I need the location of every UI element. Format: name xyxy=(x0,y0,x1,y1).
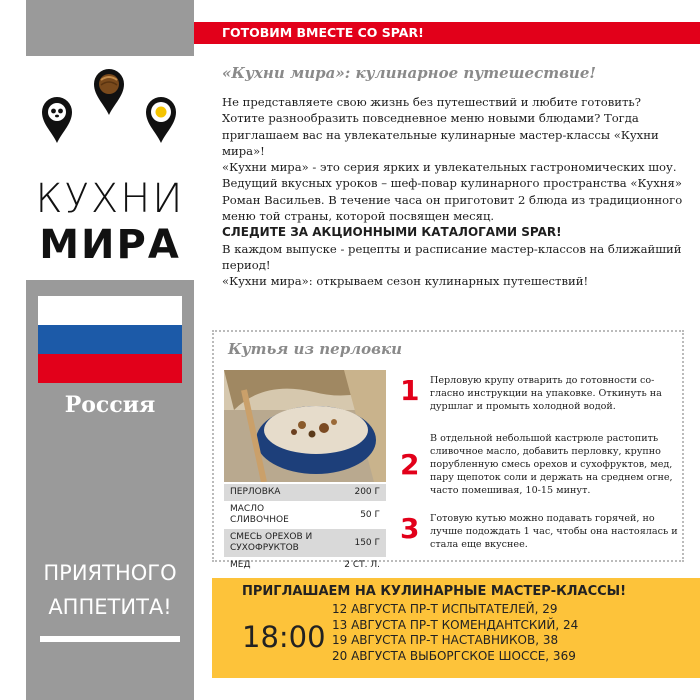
appetite-underline xyxy=(40,636,180,642)
step-number: 3 xyxy=(400,512,420,545)
ingredient-row xyxy=(224,484,386,501)
invite-title: ПРИГЛАШАЕМ НА КУЛИНАРНЫЕ МАСТЕР-КЛАССЫ! xyxy=(242,584,627,599)
dish-image xyxy=(224,370,386,482)
event-date-item: 20 АВГУСТА ВЫБОРГСКОЕ ШОССЕ, 369 xyxy=(332,648,576,663)
step-text: Готовую кутью можно подавать горячей, но лучше подождать 1 час, чтобы она настоялась и стала еще вкуснее. xyxy=(430,513,678,550)
ingredient-row xyxy=(224,557,386,574)
pin-egg-icon xyxy=(144,96,178,144)
country-name: Россия xyxy=(64,392,156,418)
ingredient-name: МЕД xyxy=(230,560,251,570)
ingredient-qty: 50 Г xyxy=(360,509,380,520)
ingredient-row xyxy=(224,501,386,529)
page-title: «Кухни мира»: кулинарное путешествие! xyxy=(222,64,596,82)
intro-paragraph: Не представляете свою жизнь без путешествий и любите готовить? Хотите разнообразить повседневное меню новыми блюдами? Тогда приглашаем вас на увлекательные кулинарные мастер-классы «Кухни мира»! xyxy=(222,95,659,158)
step-number: 1 xyxy=(400,374,420,407)
appetite-line1: ПРИЯТНОГО xyxy=(43,561,177,585)
ingredient-qty: 150 Г xyxy=(354,537,380,548)
ingredient-qty: 200 Г xyxy=(354,487,380,497)
ingredients-table xyxy=(224,484,386,574)
intro-text xyxy=(222,94,684,290)
intro-paragraph: «Кухни мира» - это серия ярких и увлекательных гастрономических шоу. Ведущий вкусных уроков – шеф-повар кулинарного пространства «Кухня» Роман Васильев. В течение часа он приготовит 2 блюда из традиционного меню той страны, которой посвящен месяц. xyxy=(222,160,683,224)
step-number: 2 xyxy=(400,448,420,481)
header-banner: ГОТОВИМ ВМЕСТЕ СО SPAR! xyxy=(194,22,700,44)
pin-chestnut-icon xyxy=(92,68,126,116)
logo-panel xyxy=(26,56,194,280)
appetite-slogan xyxy=(26,556,194,624)
flag-stripe-blue xyxy=(38,325,182,354)
ingredient-row xyxy=(224,529,386,557)
dish-photo xyxy=(224,370,386,482)
event-date-item: 19 АВГУСТА ПР-Т НАСТАВНИКОВ, 38 xyxy=(332,633,559,647)
ingredient-qty: 2 СТ. Л. xyxy=(344,560,380,570)
flag-stripe-white xyxy=(38,296,182,325)
logo-line1: КУХНИ xyxy=(35,176,185,222)
intro-paragraph: «Кухни мира»: открываем сезон кулинарных путешествий! xyxy=(222,274,589,289)
pin-panda-icon xyxy=(40,96,74,144)
ingredient-name: ПЕРЛОВКА xyxy=(230,487,281,497)
masterclass-invite xyxy=(212,578,700,678)
flag-stripe-red xyxy=(38,354,182,383)
recipe-title: Кутья из перловки xyxy=(228,340,403,358)
step-text: В отдельной небольшой кастрюле растопить сливочное масло, добавить перловку, крупно порубленную смесь орехов и сухофруктов, мед, пару щепоток соли и держать на среднем огне, часто помешивая, 10-15 минут. xyxy=(430,433,673,496)
recipe-card xyxy=(212,330,684,570)
intro-paragraph: В каждом выпуске - рецепты и расписание мастер-классов на ближайший период! xyxy=(222,241,682,272)
event-date-item: 13 АВГУСТА ПР-Т КОМЕНДАНТСКИЙ, 24 xyxy=(332,617,579,632)
appetite-line2: АППЕТИТА! xyxy=(48,595,172,619)
ingredient-name: СМЕСЬ ОРЕХОВ И СУХОФРУКТОВ xyxy=(230,532,313,553)
left-column xyxy=(26,0,194,700)
catalog-callout: СЛЕДИТЕ ЗА АКЦИОННЫМИ КАТАЛОГАМИ SPAR! xyxy=(222,225,562,240)
event-dates xyxy=(332,602,578,664)
event-date-item: 12 АВГУСТА ПР-Т ИСПЫТАТЕЛЕЙ, 29 xyxy=(332,602,558,616)
step-text: Перловую крупу отварить до готовности со-гласно инструкции на упаковке. Откинуть на дуршлаг и промыть холодной водой. xyxy=(430,375,662,412)
logo-line2: МИРА xyxy=(39,222,181,268)
ingredient-name: МАСЛО СЛИВОЧНОЕ xyxy=(230,504,289,525)
russia-flag xyxy=(38,296,182,383)
event-time: 18:00 xyxy=(242,620,326,654)
